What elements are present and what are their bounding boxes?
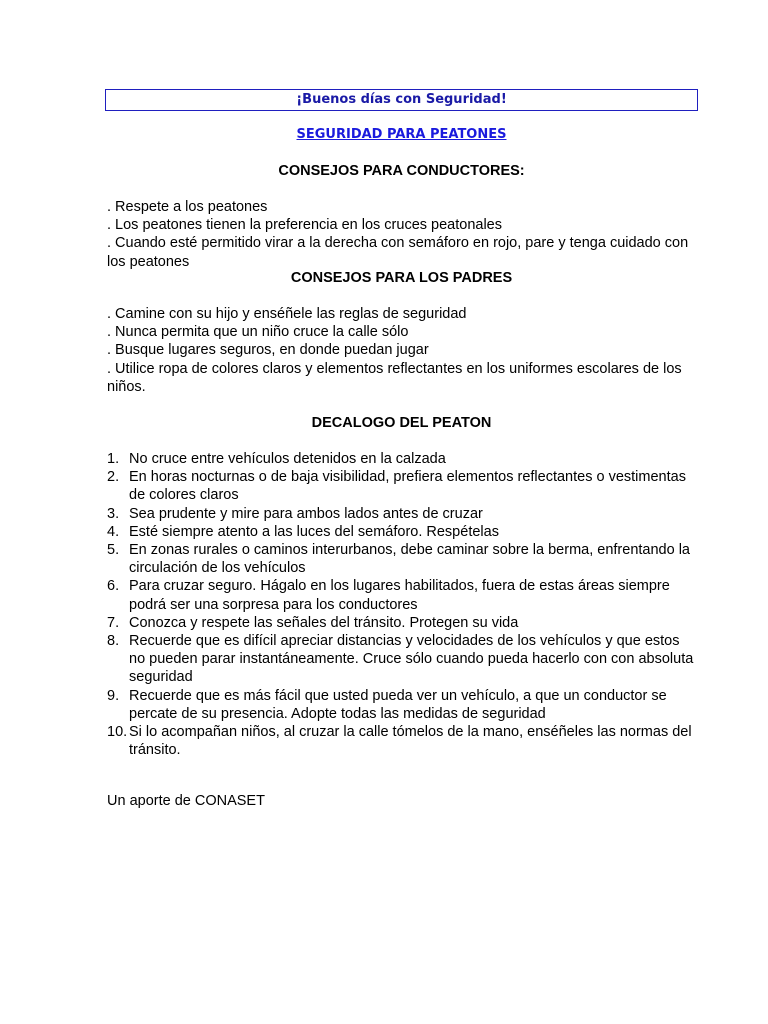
decalogue-item-number: 4.: [107, 523, 120, 540]
decalogue-item: [107, 687, 699, 723]
decalogue-item-text: Para cruzar seguro. Hágalo en los lugares habilitados, fuera de estas áreas siempre podrá ser una sorpresa para los conductores: [129, 578, 670, 613]
parents-advice-list: [107, 305, 699, 396]
decalogue-item-text: En horas nocturnas o de baja visibilidad, prefiera elementos reflectantes o vestimentas de colores claros: [129, 469, 686, 504]
decalogue-item-text: Recuerde que es difícil apreciar distancias y velocidades de los vehículos y que estos no pueden parar instantáneamente. Cruce sólo cuando pueda hacerlo con con absoluta seguridad: [129, 633, 694, 686]
decalogue-list: [107, 450, 699, 759]
decalogue-item-text: Conozca y respete las señales del tránsito. Protegen su vida: [129, 614, 519, 631]
decalogue-item-number: 10.: [107, 724, 128, 741]
decalogue-item-number: 5.: [107, 542, 120, 559]
parents-advice-item: . Utilice ropa de colores claros y elementos reflectantes en los uniformes escolares de los niños.: [107, 360, 682, 395]
document-footer: Un aporte de CONASET: [107, 793, 265, 809]
decalogue-item: [107, 468, 699, 504]
decalogue-item: [107, 723, 699, 759]
decalogue-item: [107, 541, 699, 577]
decalogue-item-number: 6.: [107, 578, 120, 595]
drivers-advice-item: . Respete a los peatones: [107, 199, 268, 215]
decalogue-item-text: Si lo acompañan niños, al cruzar la calle tómelos de la mano, enséñeles las normas del tránsito.: [129, 724, 692, 759]
decalogue-item-text: Sea prudente y mire para ambos lados antes de cruzar: [129, 505, 483, 522]
drivers-heading: CONSEJOS PARA CONDUCTORES:: [278, 163, 525, 179]
decalogue-item-number: 3.: [107, 505, 120, 522]
decalogue-item: [107, 523, 699, 541]
decalogue-item: [107, 505, 699, 523]
parents-advice-item: . Nunca permita que un niño cruce la calle sólo: [107, 324, 409, 341]
decalogue-item-text: Esté siempre atento a las luces del semáforo. Respételas: [129, 523, 499, 540]
decalogue-item-text: No cruce entre vehículos detenidos en la calzada: [129, 451, 446, 467]
decalogue-item-text: En zonas rurales o caminos interurbanos, debe caminar sobre la berma, enfrentando la circulación de los vehículos: [129, 542, 690, 577]
drivers-advice-item: . Los peatones tienen la preferencia en los cruces peatonales: [107, 217, 502, 234]
decalogue-item-text: Recuerde que es más fácil que usted pueda ver un vehículo, a que un conductor se percate de su presencia. Adopte todas las medidas de seguridad: [129, 687, 667, 722]
drivers-advice-item: . Cuando esté permitido virar a la derecha con semáforo en rojo, pare y tenga cuidado con los peatones: [107, 235, 689, 270]
decalogue-item: [107, 450, 699, 468]
parents-heading: CONSEJOS PARA LOS PADRES: [290, 270, 513, 286]
document-subtitle: SEGURIDAD PARA PEATONES: [296, 127, 507, 142]
decalogue-item: [107, 632, 699, 687]
parents-advice-item: . Busque lugares seguros, en donde puedan jugar: [107, 342, 429, 359]
parents-advice-item: . Camine con su hijo y enséñele las reglas de seguridad: [107, 306, 467, 322]
decalogue-item-number: 8.: [107, 633, 120, 650]
document-title-box: [105, 89, 698, 111]
decalogue-heading: DECALOGO DEL PEATON: [311, 415, 492, 431]
decalogue-item-number: 7.: [107, 614, 120, 631]
decalogue-item-number: 1.: [107, 451, 120, 467]
decalogue-item: [107, 577, 699, 613]
document-title: ¡Buenos días con Seguridad!: [296, 92, 507, 107]
drivers-advice-list: [107, 198, 699, 271]
decalogue-item: [107, 614, 699, 632]
decalogue-item-number: 9.: [107, 687, 120, 704]
decalogue-item-number: 2.: [107, 469, 120, 486]
